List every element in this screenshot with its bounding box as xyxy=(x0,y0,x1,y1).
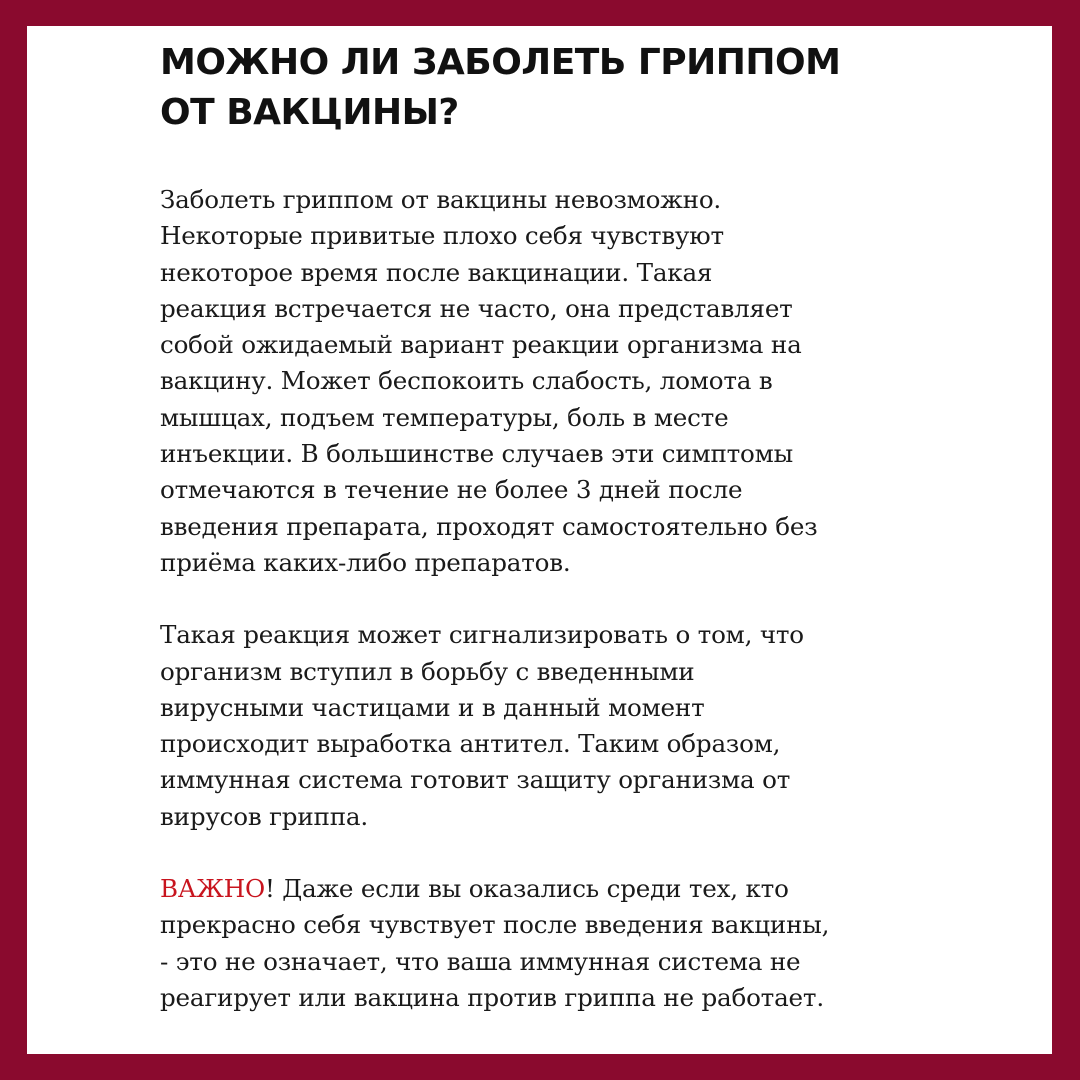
page-title: МОЖНО ЛИ ЗАБОЛЕТЬ ГРИППОМ ОТ ВАКЦИНЫ? xyxy=(160,42,841,133)
paragraph-important-note xyxy=(160,871,920,1016)
paragraph-immune-response: Такая реакция может сигнализировать о том, что организм вступил в борьбу с введенными вирусными частицами и в данный момент происходит выработка антител. Таким образом, иммунная система готовит защиту организма от вирусов гриппа. xyxy=(160,620,804,831)
important-note-text: ! Даже если вы оказались среди тех, кто прекрасно себя чувствует после введения вакцины, - это не означает, что ваша иммунная система не реагирует или вакцина против гриппа не работает. xyxy=(160,874,830,1012)
article xyxy=(160,38,920,1016)
important-label: ВАЖНО xyxy=(160,874,265,904)
paragraph-vaccine-reaction: Заболеть гриппом от вакцины невозможно. Некоторые привитые плохо себя чувствуют некоторое время после вакцинации. Такая реакция встречается не часто, она представляет собой ожидаемый вариант реакции организма на вакцину. Может беспокоить слабость, ломота в мышцах, подъем температуры, боль в месте инъекции. В большинстве случаев эти симптомы отмечаются в течение не более 3 дней после введения препарата, проходят самостоятельно без приёма каких-либо препаратов. xyxy=(160,185,818,577)
